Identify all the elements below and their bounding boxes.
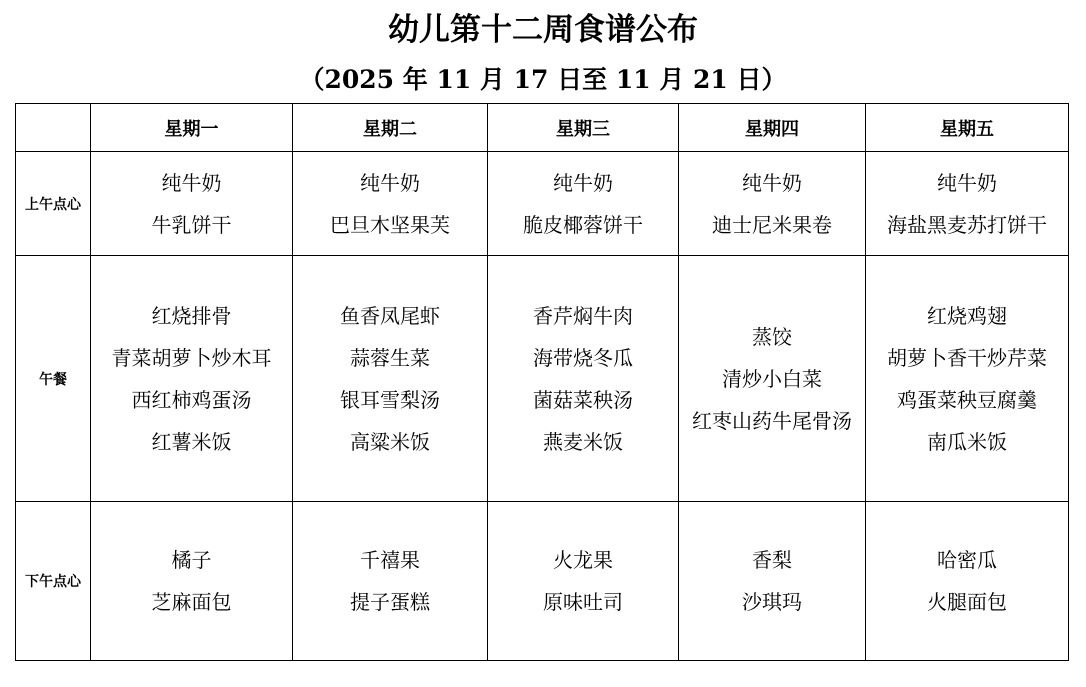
corner-cell [16, 104, 91, 152]
weekly-menu-table [15, 103, 1069, 661]
menu-item: 纯牛奶 [161, 170, 222, 195]
menu-cell [293, 502, 488, 661]
menu-item: 香梨 [752, 548, 792, 572]
day-header-fri: 星期五 [866, 104, 1069, 152]
menu-item: 千禧果 [360, 548, 420, 572]
menu-item: 鸡蛋菜秧豆腐羹 [897, 387, 1037, 412]
menu-item: 哈密瓜 [937, 548, 997, 572]
menu-item: 青菜胡萝卜炒木耳 [111, 345, 272, 370]
menu-cell [866, 256, 1069, 502]
menu-item: 高粱米饭 [350, 429, 430, 454]
menu-item: 沙琪玛 [742, 590, 802, 614]
morning-snack-label: 上午点心 [16, 152, 91, 256]
menu-item: 清炒小白菜 [722, 366, 822, 391]
menu-cell [91, 502, 293, 661]
menu-cell [679, 152, 866, 256]
menu-cell [91, 256, 293, 502]
menu-item: 纯牛奶 [937, 170, 997, 195]
afternoon-snack-row [16, 502, 1069, 661]
header-row [16, 104, 1069, 152]
menu-cell [866, 502, 1069, 661]
afternoon-snack-label: 下午点心 [16, 502, 91, 661]
menu-item: 橘子 [171, 548, 212, 572]
menu-cell [488, 152, 679, 256]
menu-cell [293, 152, 488, 256]
morning-snack-row [16, 152, 1069, 256]
menu-item: 南瓜米饭 [927, 429, 1007, 454]
menu-item: 原味吐司 [543, 590, 623, 614]
menu-item: 海盐黑麦苏打饼干 [887, 212, 1047, 237]
menu-item: 火腿面包 [927, 590, 1007, 614]
menu-item: 鱼香凤尾虾 [340, 303, 440, 328]
lunch-row [16, 256, 1069, 502]
day-header-thu: 星期四 [679, 104, 866, 152]
menu-item: 西红柿鸡蛋汤 [131, 387, 252, 412]
menu-item: 红枣山药牛尾骨汤 [692, 408, 852, 433]
menu-item: 巴旦木坚果芙 [330, 212, 450, 237]
day-header-tue: 星期二 [293, 104, 488, 152]
date-range-subtitle: （2025 年 11 月 17 日至 11 月 21 日） [299, 65, 787, 94]
menu-item: 芝麻面包 [151, 590, 232, 614]
menu-item: 迪士尼米果卷 [712, 212, 832, 237]
menu-cell [488, 256, 679, 502]
menu-item: 蒜蓉生菜 [350, 345, 430, 370]
menu-item: 红薯米饭 [151, 429, 232, 454]
menu-item: 菌菇菜秧汤 [533, 387, 633, 412]
menu-item: 红烧鸡翅 [927, 303, 1007, 328]
menu-cell [488, 502, 679, 661]
menu-item: 香芹焖牛肉 [533, 303, 633, 328]
menu-item: 脆皮椰蓉饼干 [523, 212, 643, 237]
menu-cell [293, 256, 488, 502]
menu-item: 纯牛奶 [742, 170, 802, 195]
menu-item: 火龙果 [553, 548, 613, 572]
menu-cell [91, 152, 293, 256]
menu-item: 燕麦米饭 [543, 429, 623, 454]
menu-item: 提子蛋糕 [350, 590, 430, 614]
menu-cell [679, 502, 866, 661]
menu-item: 海带烧冬瓜 [533, 345, 633, 370]
day-header-mon: 星期一 [91, 104, 293, 152]
menu-cell [679, 256, 866, 502]
menu-item: 牛乳饼干 [151, 212, 232, 237]
menu-item: 纯牛奶 [360, 170, 420, 195]
menu-item: 蒸饺 [752, 324, 792, 349]
menu-cell [866, 152, 1069, 256]
menu-item: 胡萝卜香干炒芹菜 [887, 345, 1047, 370]
menu-item: 红烧排骨 [151, 303, 232, 328]
day-header-wed: 星期三 [488, 104, 679, 152]
menu-item: 银耳雪梨汤 [340, 387, 440, 412]
menu-item: 纯牛奶 [553, 170, 613, 195]
page-title: 幼儿第十二周食谱公布 [388, 12, 698, 48]
lunch-label: 午餐 [16, 256, 91, 502]
